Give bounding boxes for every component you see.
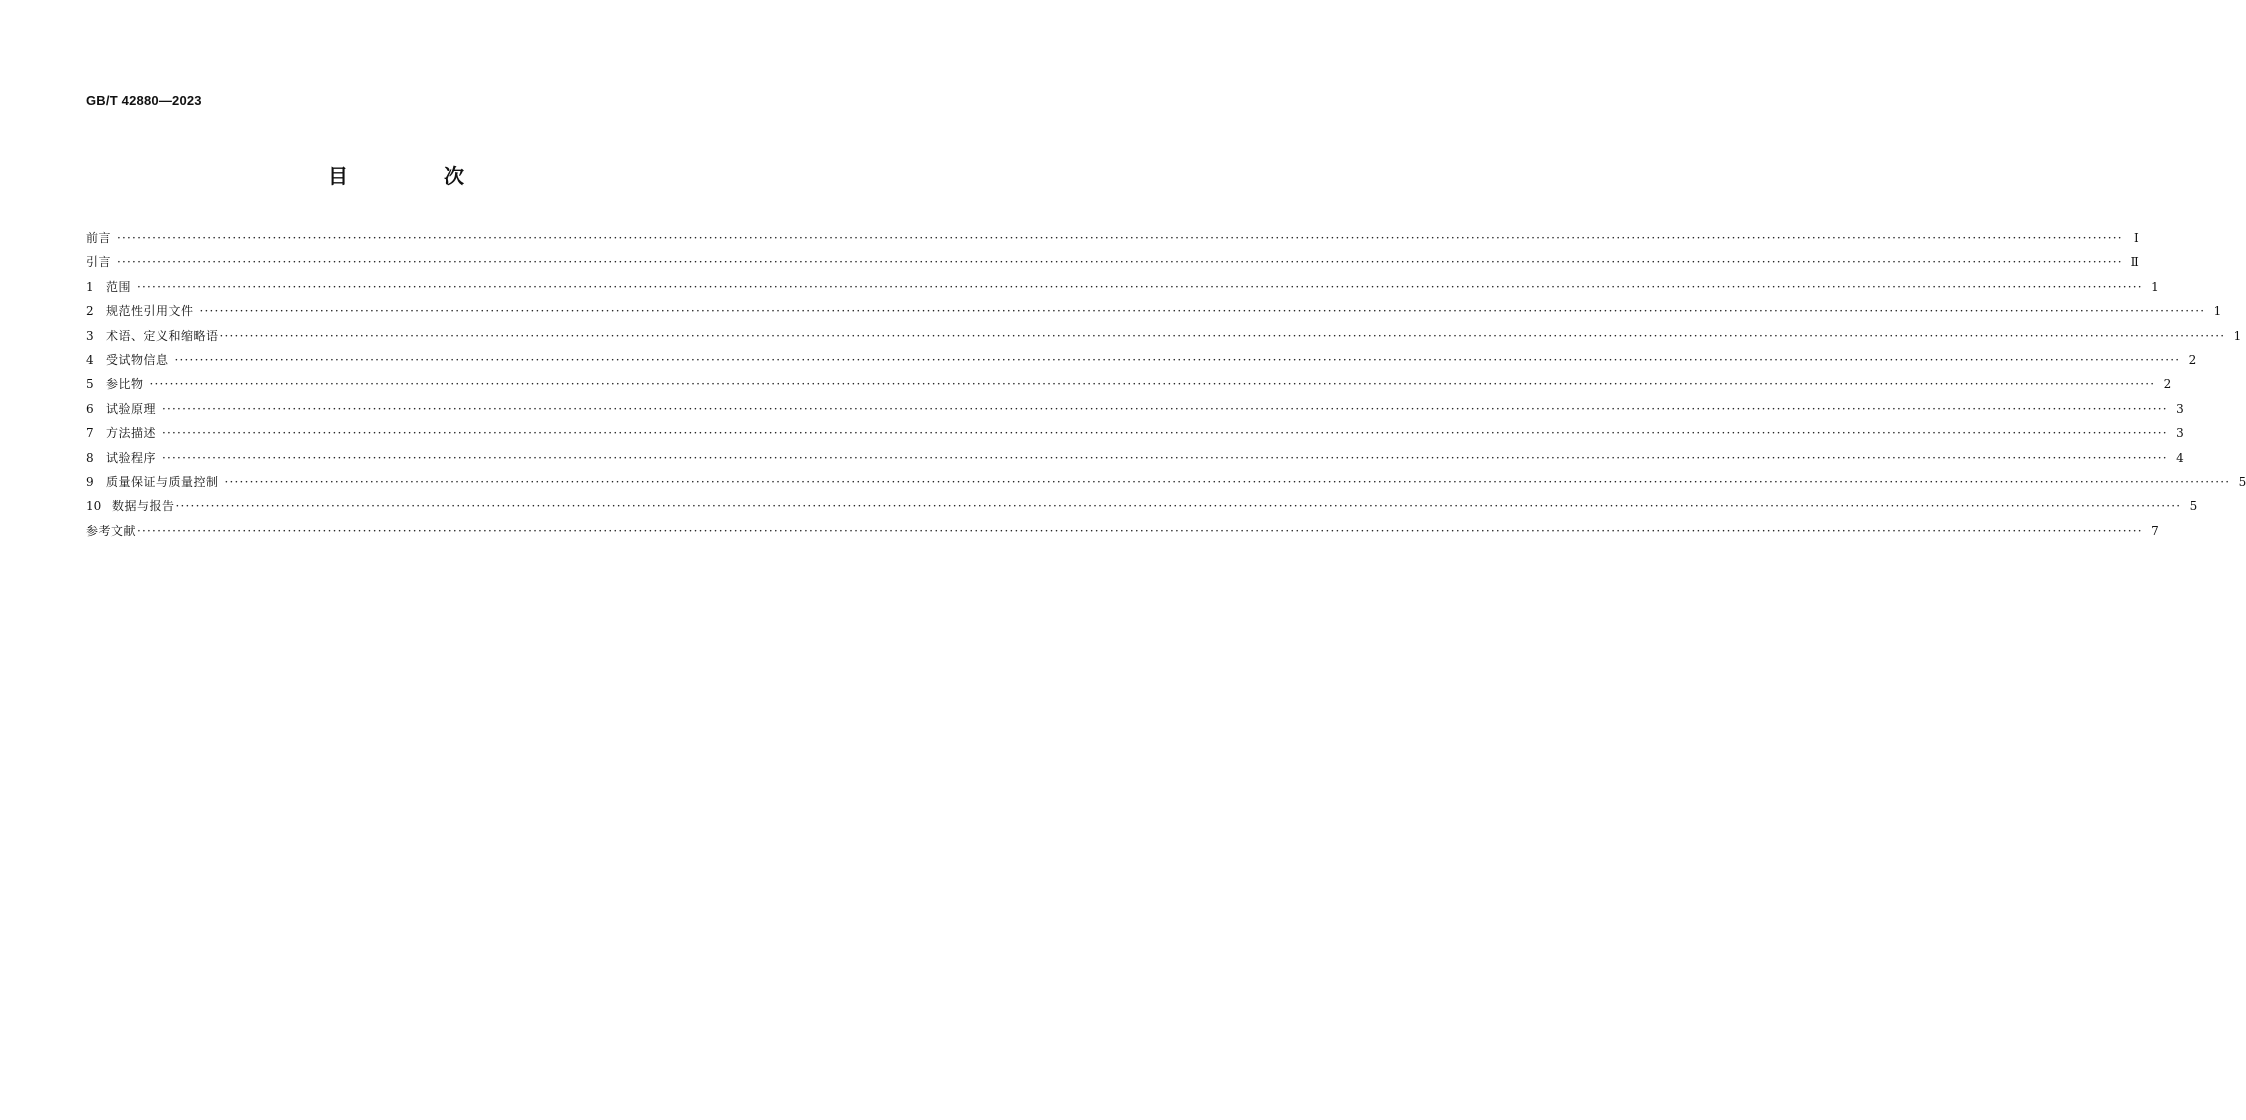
toc-entry-page: 3 [2176, 426, 2184, 441]
toc-entry-number: 7 [86, 426, 94, 441]
toc-entry-bibliography[interactable] [86, 519, 2159, 543]
toc-entry-foreword[interactable] [86, 226, 2139, 250]
toc-entry-number: 1 [86, 279, 94, 294]
toc-entry-introduction[interactable] [86, 250, 2139, 274]
toc-dot-leader: ················································································································································································································································································································································································································ [137, 279, 2143, 294]
toc-entry-label: 规范性引用文件 [106, 304, 194, 319]
toc-entry-label: 范围 [106, 279, 132, 294]
toc-entry-label: 参考文献 [86, 523, 137, 538]
toc-entry-normative-references[interactable] [86, 299, 2222, 323]
toc-entry-page: Ⅱ [2130, 255, 2139, 270]
toc-entry-reference-substance[interactable] [86, 372, 2172, 396]
toc-entry-number: 6 [86, 401, 94, 416]
toc-entry-number: 4 [86, 352, 94, 367]
toc-entry-page: 1 [2151, 279, 2159, 294]
toc-entry-label: 受试物信息 [106, 352, 169, 367]
toc-entry-page: 5 [2238, 474, 2246, 489]
toc-entry-label: 前言 [86, 231, 112, 245]
toc-dot-leader: ················································································································································································································································································································································································································ [117, 231, 2123, 245]
toc-entry-label: 质量保证与质量控制 [106, 474, 219, 489]
toc-entry-page: 1 [2213, 304, 2222, 319]
toc-entry-page: 7 [2151, 523, 2159, 538]
toc-entry-page: 3 [2176, 401, 2184, 416]
toc-dot-leader: ················································································································································································································································································································································································································ [149, 377, 2156, 392]
toc-entry-number: 5 [86, 377, 94, 392]
toc-entry-number: 10 [86, 499, 102, 514]
table-of-contents [86, 226, 2246, 543]
toc-entry-label: 术语、定义和缩略语 [106, 328, 219, 343]
toc-entry-test-procedure[interactable] [86, 446, 2184, 470]
toc-dot-leader: ················································································································································································································································································································································································································ [137, 523, 2143, 538]
toc-dot-leader: ················································································································································································································································································································································································································ [174, 352, 2181, 367]
toc-dot-leader: ················································································································································································································································································································································································································ [162, 450, 2168, 465]
toc-entry-number: 3 [86, 328, 94, 343]
toc-entry-test-principle[interactable] [86, 397, 2184, 421]
toc-entry-number: 2 [86, 304, 94, 319]
toc-dot-leader: ················································································································································································································································································································································································································ [162, 401, 2168, 416]
toc-dot-leader: ················································································································································································································································································································································································································ [199, 304, 2206, 319]
page-title: 目 次 [328, 164, 502, 188]
toc-entry-number: 8 [86, 450, 94, 465]
toc-dot-leader: ················································································································································································································································································································································································································ [224, 474, 2231, 489]
toc-entry-page: 2 [2188, 352, 2197, 367]
toc-dot-leader: ················································································································································································································································································································································································································ [219, 328, 2226, 343]
toc-entry-label: 试验原理 [106, 401, 157, 416]
toc-entry-data-and-report[interactable] [86, 494, 2198, 518]
toc-entry-number: 9 [86, 474, 94, 489]
toc-entry-label: 参比物 [106, 377, 144, 392]
toc-entry-page: 2 [2163, 377, 2172, 392]
toc-dot-leader: ················································································································································································································································································································································································································ [175, 499, 2182, 514]
toc-entry-method-description[interactable] [86, 421, 2184, 445]
toc-entry-page: 1 [2233, 328, 2242, 343]
toc-entry-label: 试验程序 [106, 450, 157, 465]
standard-number: GB/T 42880—2023 [86, 93, 202, 108]
toc-entry-label: 方法描述 [106, 426, 157, 441]
toc-entry-page: 4 [2176, 450, 2184, 465]
toc-dot-leader: ················································································································································································································································································································································································································ [117, 255, 2123, 270]
toc-entry-page: 5 [2189, 499, 2198, 514]
toc-entry-quality-assurance[interactable] [86, 470, 2246, 494]
toc-entry-test-substance[interactable] [86, 348, 2197, 372]
toc-entry-terms-definitions[interactable] [86, 324, 2242, 348]
toc-entry-page: Ⅰ [2134, 231, 2139, 245]
toc-dot-leader: ················································································································································································································································································································································································································ [162, 426, 2168, 441]
toc-entry-label: 数据与报告 [112, 499, 175, 514]
toc-entry-scope[interactable] [86, 275, 2159, 299]
toc-entry-label: 引言 [86, 255, 112, 270]
